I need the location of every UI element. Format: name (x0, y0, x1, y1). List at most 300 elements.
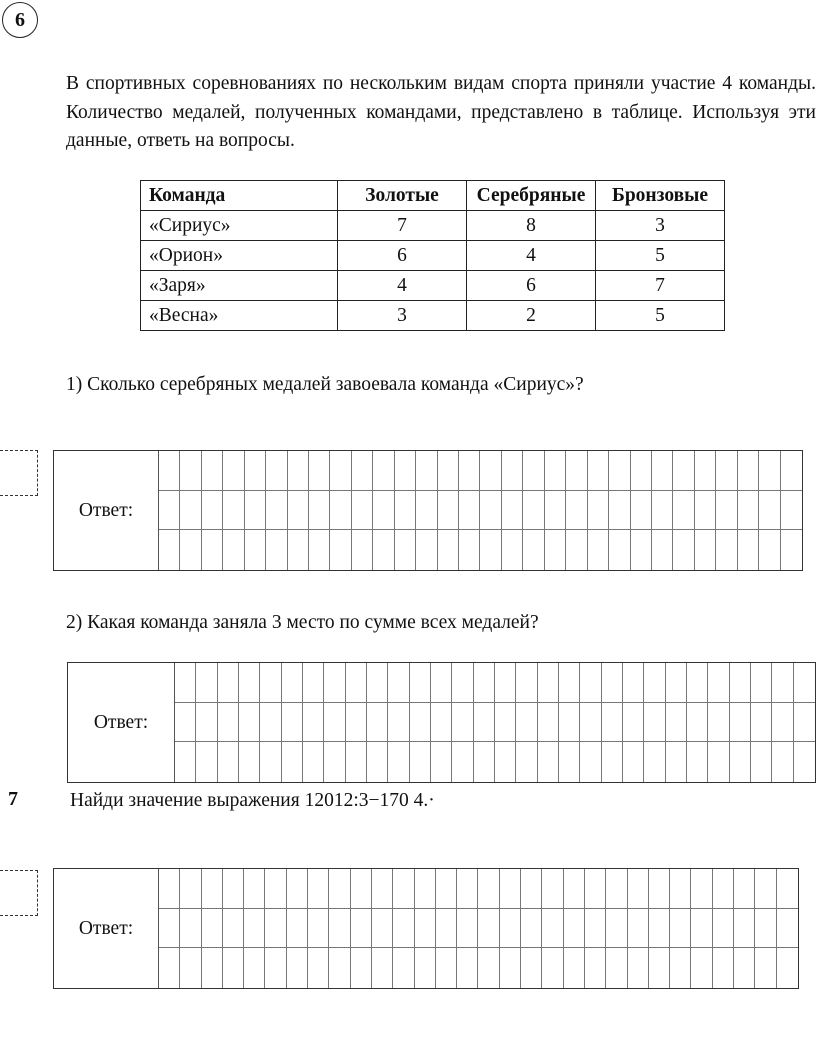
team-name: «Заря» (141, 271, 338, 301)
answer-cell[interactable] (265, 948, 286, 988)
answer-cell[interactable] (309, 491, 330, 531)
answer-cell[interactable] (244, 948, 265, 988)
answer-cell[interactable] (730, 703, 751, 743)
answer-cell[interactable] (266, 491, 287, 531)
answer-cell[interactable] (666, 663, 687, 703)
answer-cell[interactable] (303, 703, 324, 743)
answer-cell[interactable] (282, 663, 303, 703)
answer-cell[interactable] (716, 491, 737, 531)
answer-cell[interactable] (708, 703, 729, 743)
answer-cell[interactable] (223, 451, 244, 491)
answer-cell[interactable] (303, 742, 324, 782)
answer-cell[interactable] (631, 451, 652, 491)
answer-cell[interactable] (781, 451, 802, 491)
answer-cell[interactable] (566, 530, 587, 570)
table-header-row (141, 181, 725, 211)
answer-cell[interactable] (388, 663, 409, 703)
answer-cell[interactable] (245, 530, 266, 570)
answer-cell[interactable] (282, 703, 303, 743)
task-number-7: 7 (8, 788, 18, 810)
answer-cell[interactable] (602, 742, 623, 782)
answer-cell[interactable] (159, 948, 180, 988)
answer-cell[interactable] (751, 742, 772, 782)
answer-cell[interactable] (666, 703, 687, 743)
answer-cell[interactable] (459, 491, 480, 531)
answer-cell[interactable] (202, 530, 223, 570)
header-team: Команда (141, 181, 338, 211)
answer-cell[interactable] (649, 909, 670, 949)
answer-cell[interactable] (545, 451, 566, 491)
answer-cell[interactable] (218, 663, 239, 703)
answer-cell[interactable] (759, 451, 780, 491)
answer-cell[interactable] (196, 663, 217, 703)
answer-cell[interactable] (609, 451, 630, 491)
answer-cell[interactable] (502, 530, 523, 570)
answer-cell[interactable] (585, 869, 606, 909)
answer-cell[interactable] (691, 909, 712, 949)
answer-cell[interactable] (265, 869, 286, 909)
team-name: «Орион» (141, 241, 338, 271)
answer-cell[interactable] (287, 909, 308, 949)
answer-cell[interactable] (459, 530, 480, 570)
answer-cell[interactable] (545, 491, 566, 531)
answer-cell[interactable] (602, 663, 623, 703)
question-2: 2) Какая команда заняла 3 место по сумме всех медалей? (66, 612, 539, 633)
answer-cell[interactable] (245, 491, 266, 531)
answer-cell[interactable] (431, 742, 452, 782)
answer-cell[interactable] (457, 869, 478, 909)
answer-cell[interactable] (436, 909, 457, 949)
answer-cell[interactable] (474, 703, 495, 743)
answer-cell[interactable] (687, 663, 708, 703)
answer-cell[interactable] (566, 491, 587, 531)
answer-cell[interactable] (452, 703, 473, 743)
answer-cell[interactable] (457, 909, 478, 949)
bronze-count: 7 (596, 271, 725, 301)
answer-cell[interactable] (649, 869, 670, 909)
answer-cell[interactable] (644, 663, 665, 703)
table-row (141, 301, 725, 331)
answer-cell[interactable] (644, 742, 665, 782)
answer-cell[interactable] (691, 948, 712, 988)
answer-cell[interactable] (559, 663, 580, 703)
answer-cell[interactable] (180, 869, 201, 909)
answer-cell[interactable] (673, 451, 694, 491)
answer-cell[interactable] (438, 451, 459, 491)
answer-cell[interactable] (373, 530, 394, 570)
answer-cell[interactable] (794, 742, 815, 782)
answer-cell[interactable] (631, 491, 652, 531)
gold-count: 6 (338, 241, 467, 271)
task7-text: Найди значение выражения 12012:3−170 4.· (70, 790, 435, 811)
answer-cell[interactable] (388, 703, 409, 743)
answer-cell[interactable] (202, 451, 223, 491)
answer-cell[interactable] (644, 703, 665, 743)
answer-cell[interactable] (649, 948, 670, 988)
answer-cell[interactable] (388, 742, 409, 782)
answer-cell[interactable] (309, 451, 330, 491)
answer-cell[interactable] (324, 663, 345, 703)
answer-cell[interactable] (223, 909, 244, 949)
answer-cell[interactable] (372, 948, 393, 988)
answer-cell[interactable] (781, 491, 802, 531)
answer-cell[interactable] (175, 703, 196, 743)
answer-cell[interactable] (239, 663, 260, 703)
answer-cell[interactable] (352, 491, 373, 531)
answer-cell[interactable] (502, 491, 523, 531)
answer-cell[interactable] (623, 663, 644, 703)
bronze-count: 3 (596, 211, 725, 241)
answer-cell[interactable] (436, 948, 457, 988)
answer-cell[interactable] (609, 491, 630, 531)
answer-cell[interactable] (670, 909, 691, 949)
answer-cell[interactable] (260, 742, 281, 782)
answer-cell[interactable] (245, 451, 266, 491)
answer-cell[interactable] (545, 530, 566, 570)
answer-cell[interactable] (244, 909, 265, 949)
answer-cell[interactable] (713, 909, 734, 949)
answer-cell[interactable] (708, 742, 729, 782)
task-number-6: 6 (2, 2, 38, 38)
answer-cell[interactable] (202, 491, 223, 531)
answer-cell[interactable] (564, 869, 585, 909)
answer-cell[interactable] (180, 909, 201, 949)
answer-cell[interactable] (673, 491, 694, 531)
answer-cell[interactable] (602, 703, 623, 743)
answer-cell[interactable] (734, 948, 755, 988)
answer-cell[interactable] (395, 451, 416, 491)
answer-cell[interactable] (415, 909, 436, 949)
answer-cell[interactable] (346, 703, 367, 743)
answer-cell[interactable] (794, 703, 815, 743)
answer-cell[interactable] (609, 530, 630, 570)
answer-cell[interactable] (416, 530, 437, 570)
gold-count: 3 (338, 301, 467, 331)
bronze-count: 5 (596, 301, 725, 331)
answer-cell[interactable] (288, 451, 309, 491)
answer-cell[interactable] (202, 869, 223, 909)
answer-cell[interactable] (691, 869, 712, 909)
answer-cell[interactable] (324, 742, 345, 782)
answer-cell[interactable] (738, 451, 759, 491)
answer-cell[interactable] (564, 909, 585, 949)
answer-cell[interactable] (500, 869, 521, 909)
answer-cell[interactable] (330, 451, 351, 491)
answer-cell[interactable] (738, 491, 759, 531)
answer-cell[interactable] (244, 869, 265, 909)
answer-cell[interactable] (734, 869, 755, 909)
answer-cell[interactable] (260, 663, 281, 703)
answer-cell[interactable] (538, 663, 559, 703)
answer-cell[interactable] (730, 742, 751, 782)
answer-cell[interactable] (288, 530, 309, 570)
answer-cell[interactable] (523, 451, 544, 491)
answer-cell[interactable] (431, 663, 452, 703)
answer-cell[interactable] (759, 530, 780, 570)
answer-cell[interactable] (580, 742, 601, 782)
answer-grid-3[interactable] (158, 869, 798, 988)
answer-cell[interactable] (367, 663, 388, 703)
answer-cell[interactable] (352, 530, 373, 570)
answer-cell[interactable] (223, 869, 244, 909)
answer-cell[interactable] (346, 742, 367, 782)
answer-cell[interactable] (395, 491, 416, 531)
answer-cell[interactable] (393, 909, 414, 949)
answer-cell[interactable] (373, 491, 394, 531)
answer-cell[interactable] (652, 451, 673, 491)
answer-cell[interactable] (580, 703, 601, 743)
answer-cell[interactable] (734, 909, 755, 949)
answer-cell[interactable] (755, 909, 776, 949)
answer-cell[interactable] (457, 948, 478, 988)
answer-cell[interactable] (500, 909, 521, 949)
answer-cell[interactable] (159, 530, 180, 570)
answer-cell[interactable] (606, 909, 627, 949)
answer-cell[interactable] (329, 948, 350, 988)
answer-cell[interactable] (585, 948, 606, 988)
answer-cell[interactable] (716, 451, 737, 491)
answer-cell[interactable] (606, 948, 627, 988)
answer-cell[interactable] (175, 663, 196, 703)
answer-cell[interactable] (351, 869, 372, 909)
answer-cell[interactable] (564, 948, 585, 988)
answer-cell[interactable] (588, 491, 609, 531)
answer-cell[interactable] (223, 948, 244, 988)
answer-cell[interactable] (623, 742, 644, 782)
answer-cell[interactable] (538, 742, 559, 782)
answer-cell[interactable] (346, 663, 367, 703)
answer-cell[interactable] (416, 491, 437, 531)
answer-cell[interactable] (266, 451, 287, 491)
answer-cell[interactable] (480, 491, 501, 531)
answer-cell[interactable] (438, 530, 459, 570)
answer-cell[interactable] (180, 948, 201, 988)
answer-cell[interactable] (713, 948, 734, 988)
answer-cell[interactable] (393, 948, 414, 988)
answer-cell[interactable] (260, 703, 281, 743)
answer-cell[interactable] (759, 491, 780, 531)
answer-cell[interactable] (623, 703, 644, 743)
answer-cell[interactable] (495, 703, 516, 743)
answer-cell[interactable] (159, 869, 180, 909)
answer-cell[interactable] (159, 451, 180, 491)
answer-cell[interactable] (159, 909, 180, 949)
table-row (141, 271, 725, 301)
answer-cell[interactable] (628, 948, 649, 988)
answer-cell[interactable] (502, 451, 523, 491)
answer-cell[interactable] (687, 742, 708, 782)
answer-cell[interactable] (777, 869, 798, 909)
answer-cell[interactable] (330, 530, 351, 570)
answer-grid-1[interactable] (158, 451, 802, 570)
answer-cell[interactable] (713, 869, 734, 909)
answer-cell[interactable] (367, 703, 388, 743)
answer-cell[interactable] (478, 909, 499, 949)
answer-cell[interactable] (478, 948, 499, 988)
answer-cell[interactable] (580, 663, 601, 703)
answer-cell[interactable] (631, 530, 652, 570)
answer-cell[interactable] (670, 869, 691, 909)
answer-cell[interactable] (542, 869, 563, 909)
answer-cell[interactable] (478, 869, 499, 909)
answer-cell[interactable] (180, 530, 201, 570)
answer-cell[interactable] (218, 703, 239, 743)
answer-cell[interactable] (716, 530, 737, 570)
answer-cell[interactable] (559, 742, 580, 782)
answer-cell[interactable] (500, 948, 521, 988)
answer-cell[interactable] (159, 491, 180, 531)
answer-cell[interactable] (516, 703, 537, 743)
answer-cell[interactable] (521, 948, 542, 988)
answer-cell[interactable] (751, 703, 772, 743)
answer-cell[interactable] (628, 909, 649, 949)
answer-cell[interactable] (495, 663, 516, 703)
answer-cell[interactable] (588, 530, 609, 570)
answer-cell[interactable] (459, 451, 480, 491)
answer-cell[interactable] (438, 491, 459, 531)
answer-cell[interactable] (588, 451, 609, 491)
answer-cell[interactable] (652, 491, 673, 531)
answer-cell[interactable] (708, 663, 729, 703)
answer-cell[interactable] (755, 869, 776, 909)
answer-cell[interactable] (585, 909, 606, 949)
answer-cell[interactable] (777, 948, 798, 988)
answer-cell[interactable] (351, 948, 372, 988)
answer-cell[interactable] (303, 663, 324, 703)
silver-count: 6 (467, 271, 596, 301)
answer-cell[interactable] (794, 663, 815, 703)
answer-cell[interactable] (308, 869, 329, 909)
answer-cell[interactable] (772, 663, 793, 703)
answer-cell[interactable] (538, 703, 559, 743)
answer-cell[interactable] (415, 869, 436, 909)
answer-cell[interactable] (523, 491, 544, 531)
answer-cell[interactable] (372, 869, 393, 909)
answer-cell[interactable] (431, 703, 452, 743)
answer-cell[interactable] (324, 703, 345, 743)
answer-cell[interactable] (751, 663, 772, 703)
answer-cell[interactable] (521, 909, 542, 949)
answer-cell[interactable] (265, 909, 286, 949)
answer-cell[interactable] (330, 491, 351, 531)
answer-cell[interactable] (755, 948, 776, 988)
answer-cell[interactable] (410, 742, 431, 782)
answer-box-1 (53, 450, 803, 571)
answer-cell[interactable] (495, 742, 516, 782)
answer-cell[interactable] (352, 451, 373, 491)
score-box-1 (0, 450, 38, 496)
answer-cell[interactable] (606, 869, 627, 909)
answer-cell[interactable] (474, 663, 495, 703)
answer-cell[interactable] (287, 869, 308, 909)
answer-cell[interactable] (772, 703, 793, 743)
answer-cell[interactable] (695, 530, 716, 570)
answer-cell[interactable] (436, 869, 457, 909)
answer-cell[interactable] (329, 869, 350, 909)
answer-cell[interactable] (652, 530, 673, 570)
answer-cell[interactable] (202, 948, 223, 988)
answer-cell[interactable] (516, 742, 537, 782)
answer-cell[interactable] (666, 742, 687, 782)
answer-cell[interactable] (218, 742, 239, 782)
answer-cell[interactable] (452, 663, 473, 703)
answer-cell[interactable] (410, 663, 431, 703)
answer-cell[interactable] (416, 451, 437, 491)
answer-cell[interactable] (777, 909, 798, 949)
answer-cell[interactable] (480, 530, 501, 570)
team-name: «Сириус» (141, 211, 338, 241)
answer-cell[interactable] (695, 491, 716, 531)
answer-cell[interactable] (670, 948, 691, 988)
answer-cell[interactable] (516, 663, 537, 703)
answer-grid-2[interactable] (174, 663, 815, 782)
answer-cell[interactable] (308, 909, 329, 949)
answer-cell[interactable] (329, 909, 350, 949)
answer-cell[interactable] (196, 742, 217, 782)
answer-cell[interactable] (542, 948, 563, 988)
answer-cell[interactable] (559, 703, 580, 743)
answer-cell[interactable] (695, 451, 716, 491)
answer-cell[interactable] (239, 703, 260, 743)
answer-cell[interactable] (351, 909, 372, 949)
answer-cell[interactable] (196, 703, 217, 743)
team-name: «Весна» (141, 301, 338, 331)
answer-cell[interactable] (738, 530, 759, 570)
answer-cell[interactable] (223, 530, 244, 570)
answer-cell[interactable] (452, 742, 473, 782)
silver-count: 2 (467, 301, 596, 331)
answer-cell[interactable] (730, 663, 751, 703)
answer-cell[interactable] (542, 909, 563, 949)
answer-cell[interactable] (266, 530, 287, 570)
answer-cell[interactable] (566, 451, 587, 491)
answer-cell[interactable] (223, 491, 244, 531)
answer-cell[interactable] (367, 742, 388, 782)
answer-cell[interactable] (480, 451, 501, 491)
answer-cell[interactable] (687, 703, 708, 743)
score-box-2 (0, 870, 38, 916)
answer-box-2 (67, 662, 816, 783)
header-bronze: Бронзовые (596, 181, 725, 211)
answer-cell[interactable] (628, 869, 649, 909)
answer-cell[interactable] (781, 530, 802, 570)
answer-cell[interactable] (415, 948, 436, 988)
answer-cell[interactable] (772, 742, 793, 782)
answer-cell[interactable] (393, 869, 414, 909)
answer-cell[interactable] (239, 742, 260, 782)
answer-cell[interactable] (180, 451, 201, 491)
answer-cell[interactable] (395, 530, 416, 570)
answer-cell[interactable] (474, 742, 495, 782)
answer-cell[interactable] (309, 530, 330, 570)
task-intro: В спортивных соревнованиях по нескольким видам спорта приняли участие 4 команды. Количество медалей, полученных командами, представлено в таблице. Используя эти данные, ответь на вопросы. (66, 73, 816, 151)
answer-cell[interactable] (287, 948, 308, 988)
answer-label: Ответ: (93, 711, 149, 733)
answer-cell[interactable] (523, 530, 544, 570)
answer-cell[interactable] (175, 742, 196, 782)
answer-cell[interactable] (180, 491, 201, 531)
answer-cell[interactable] (308, 948, 329, 988)
answer-cell[interactable] (372, 909, 393, 949)
answer-cell[interactable] (410, 703, 431, 743)
answer-cell[interactable] (673, 530, 694, 570)
answer-cell[interactable] (282, 742, 303, 782)
answer-cell[interactable] (521, 869, 542, 909)
answer-cell[interactable] (373, 451, 394, 491)
answer-cell[interactable] (288, 491, 309, 531)
answer-cell[interactable] (202, 909, 223, 949)
silver-count: 4 (467, 241, 596, 271)
